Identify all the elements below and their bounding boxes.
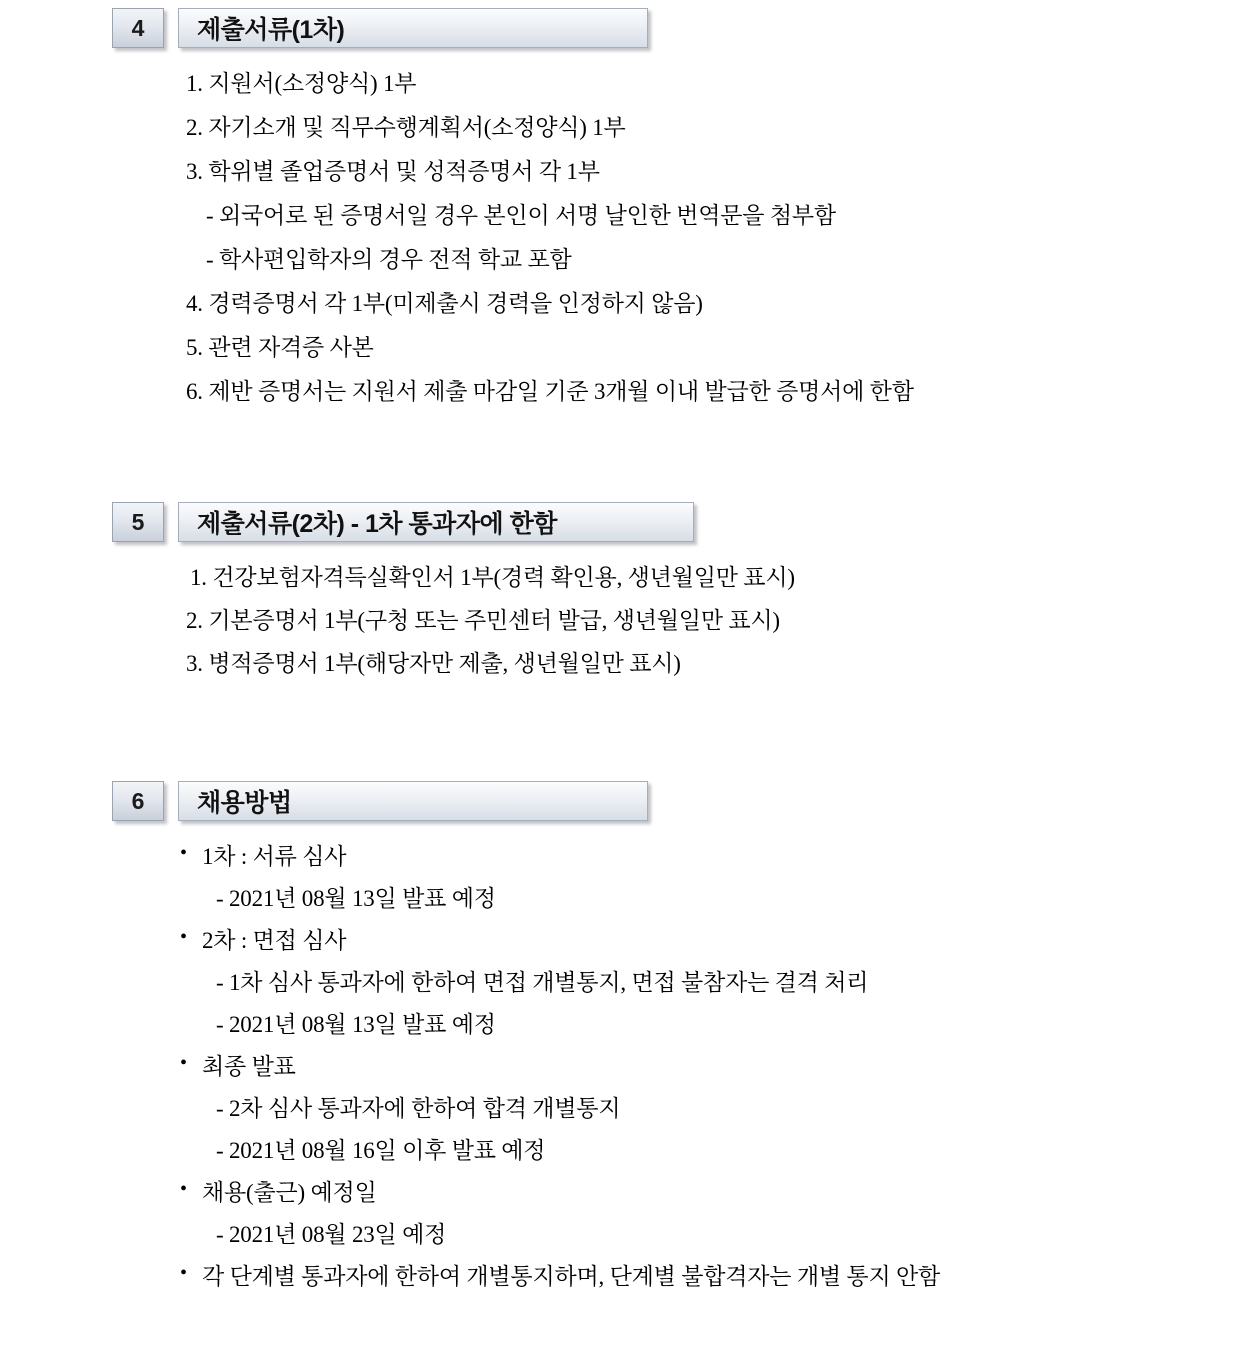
list-item: • 1차 : 서류 심사 — [178, 845, 1240, 868]
list-item: - 2021년 08월 13일 발표 예정 — [216, 886, 496, 911]
list-item: • 최종 발표 — [178, 1055, 1240, 1078]
list-item: 6. 제반 증명서는 지원서 제출 마감일 기준 3개월 이내 발급한 증명서에 한함 — [186, 379, 914, 404]
section-number-badge: 4 — [112, 8, 164, 48]
list-item: - 2021년 08월 13일 발표 예정 — [216, 1012, 496, 1037]
list-item: • 각 단계별 통과자에 한하여 개별통지하며, 단계별 불합격자는 개별 통지 안함 — [178, 1265, 1240, 1288]
section-header — [112, 502, 1240, 544]
list-item: - 2021년 08월 16일 이후 발표 예정 — [216, 1138, 546, 1163]
section-body — [0, 845, 1240, 1288]
list-item: 4. 경력증명서 각 1부(미제출시 경력을 인정하지 않음) — [186, 291, 703, 316]
section-number-badge: 6 — [112, 781, 164, 821]
section-number-badge: 5 — [112, 502, 164, 542]
list-item: 3. 학위별 졸업증명서 및 성적증명서 각 1부 — [186, 159, 600, 184]
section-gap — [0, 424, 1240, 502]
section-title: 제출서류(1차) — [178, 8, 648, 48]
list-item: 3. 병적증명서 1부(해당자만 제출, 생년월일만 표시) — [186, 651, 681, 676]
list-item: - 학사편입학자의 경우 전적 학교 포함 — [206, 247, 572, 272]
list-item: - 1차 심사 통과자에 한하여 면접 개별통지, 면접 불참자는 결격 처리 — [216, 970, 869, 995]
list-item: • 채용(출근) 예정일 — [178, 1181, 1240, 1204]
list-item: 2. 기본증명서 1부(구청 또는 주민센터 발급, 생년월일만 표시) — [186, 608, 780, 633]
list-item: - 2021년 08월 23일 예정 — [216, 1222, 447, 1247]
section-submission-documents-first — [0, 8, 1240, 403]
section-header — [112, 8, 1240, 50]
list-item: - 2차 심사 통과자에 한하여 합격 개별통지 — [216, 1096, 621, 1121]
list-item: 1. 지원서(소정양식) 1부 — [186, 71, 417, 96]
list-item: 2. 자기소개 및 직무수행계획서(소정양식) 1부 — [186, 115, 626, 140]
list-item: - 외국어로 된 증명서일 경우 본인이 서명 날인한 번역문을 첨부함 — [206, 203, 836, 228]
section-body — [0, 566, 1240, 675]
section-body — [0, 72, 1240, 403]
section-gap — [0, 695, 1240, 781]
list-item: 1. 건강보험자격득실확인서 1부(경력 확인용, 생년월일만 표시) — [190, 565, 795, 590]
section-title: 제출서류(2차) - 1차 통과자에 한함 — [178, 502, 694, 542]
section-header — [112, 781, 1240, 823]
top-spacer — [0, 0, 1240, 8]
section-recruitment-method — [0, 781, 1240, 1288]
list-item: • 2차 : 면접 심사 — [178, 929, 1240, 952]
section-title: 채용방법 — [178, 781, 648, 821]
section-submission-documents-second — [0, 502, 1240, 675]
list-item: 5. 관련 자격증 사본 — [186, 335, 374, 360]
